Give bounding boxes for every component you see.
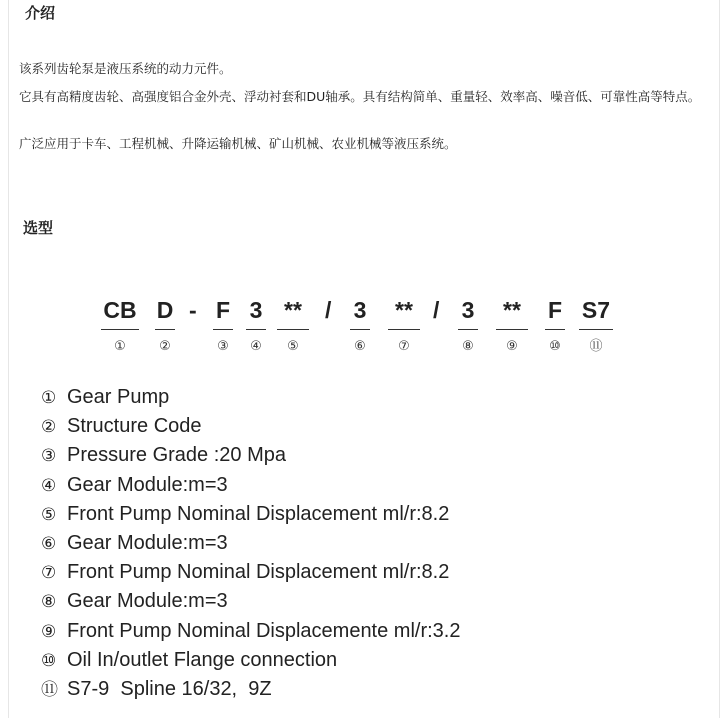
legend-item bbox=[41, 471, 460, 500]
legend-number: ⑪ bbox=[41, 679, 58, 700]
code-segment-module-1 bbox=[244, 295, 268, 355]
code-segment-module-3 bbox=[456, 295, 480, 355]
code-separator-dash: - bbox=[189, 297, 197, 323]
legend-text: Gear Module:m=3 bbox=[67, 590, 228, 613]
code-underline bbox=[277, 329, 309, 330]
legend-text: Gear Pump bbox=[67, 386, 170, 408]
code-token: S7 bbox=[581, 297, 611, 323]
code-token: 3 bbox=[353, 297, 367, 323]
code-underline bbox=[388, 329, 420, 330]
code-number: ⑧ bbox=[462, 339, 474, 354]
legend-text: Front Pump Nominal Displacemente ml/r:3.2 bbox=[67, 619, 461, 642]
intro-paragraph-2: 它具有高精度齿轮、高强度铝合金外壳、浮动衬套和DU轴承。具有结构简单、重量轻、效率高、噪音低、可靠性高等特点。 bbox=[19, 89, 701, 104]
intro-paragraph-1: 该系列齿轮泵是液压系统的动力元件。 bbox=[19, 61, 232, 76]
code-segment-series bbox=[100, 295, 140, 355]
legend-number: ⑩ bbox=[41, 650, 57, 671]
legend-text: Gear Module:m=3 bbox=[67, 473, 228, 496]
code-segment-flange bbox=[543, 295, 567, 355]
code-underline bbox=[350, 329, 370, 330]
code-segment-module-2 bbox=[348, 295, 372, 355]
intro-paragraph-3: 广泛应用于卡车、工程机械、升降运输机械、矿山机械、农业机械等液压系统。 bbox=[19, 136, 457, 151]
selection-heading: 选型 bbox=[23, 219, 54, 237]
code-number: ⑨ bbox=[506, 339, 518, 354]
legend-number: ⑤ bbox=[41, 504, 57, 525]
code-legend-list bbox=[41, 383, 460, 704]
legend-number: ⑨ bbox=[41, 621, 57, 642]
code-number: ⑥ bbox=[354, 339, 366, 354]
legend-number: ⑥ bbox=[41, 533, 57, 554]
code-segment-pressure bbox=[211, 295, 235, 355]
legend-number: ② bbox=[41, 417, 57, 438]
code-segment-displacement-1 bbox=[275, 295, 311, 355]
legend-text: Pressure Grade :20 Mpa bbox=[67, 444, 286, 467]
code-token: F bbox=[547, 297, 563, 323]
code-segment-structure bbox=[153, 295, 177, 355]
code-token: CB bbox=[103, 297, 137, 323]
code-token: ** bbox=[503, 297, 521, 323]
model-code-diagram bbox=[0, 295, 726, 365]
legend-number: ⑦ bbox=[41, 563, 57, 584]
code-number: ③ bbox=[217, 339, 229, 354]
legend-item bbox=[41, 383, 460, 412]
code-separator-slash-2: / bbox=[433, 297, 440, 323]
intro-heading: 介绍 bbox=[25, 4, 56, 22]
code-number: ⑪ bbox=[589, 339, 603, 354]
legend-number: ③ bbox=[41, 446, 57, 467]
code-number: ⑩ bbox=[549, 339, 561, 354]
legend-number: ⑧ bbox=[41, 592, 57, 613]
legend-text: Front Pump Nominal Displacement ml/r:8.2 bbox=[67, 502, 450, 525]
code-number: ② bbox=[159, 339, 171, 354]
legend-item bbox=[41, 558, 460, 587]
legend-item bbox=[41, 412, 460, 441]
code-underline bbox=[496, 329, 528, 330]
legend-text: S7-9 Spline 16/32, 9Z bbox=[67, 677, 272, 700]
legend-item bbox=[41, 675, 460, 704]
code-number: ④ bbox=[250, 339, 262, 354]
code-token: 3 bbox=[461, 297, 475, 323]
code-underline bbox=[213, 329, 233, 330]
code-underline bbox=[101, 329, 139, 330]
code-number: ⑤ bbox=[287, 339, 299, 354]
code-underline bbox=[579, 329, 613, 330]
code-underline bbox=[246, 329, 266, 330]
code-segment-shaft bbox=[577, 295, 615, 355]
legend-item bbox=[41, 587, 460, 616]
code-underline bbox=[545, 329, 565, 330]
legend-text: Front Pump Nominal Displacement ml/r:8.2 bbox=[67, 561, 450, 584]
code-token: F bbox=[215, 297, 231, 323]
legend-number: ① bbox=[41, 388, 57, 408]
code-number: ⑦ bbox=[398, 339, 410, 354]
legend-text: Structure Code bbox=[67, 415, 202, 438]
code-segment-displacement-3 bbox=[494, 295, 530, 355]
code-token: D bbox=[156, 297, 174, 323]
legend-text: Gear Module:m=3 bbox=[67, 531, 228, 554]
code-token: 3 bbox=[249, 297, 263, 323]
code-token: ** bbox=[284, 297, 302, 323]
code-separator-slash-1: / bbox=[325, 297, 332, 323]
legend-item bbox=[41, 441, 460, 470]
legend-item bbox=[41, 617, 460, 646]
legend-text: Oil In/outlet Flange connection bbox=[67, 648, 338, 671]
code-underline bbox=[458, 329, 478, 330]
code-number: ① bbox=[114, 339, 126, 354]
code-token: ** bbox=[395, 297, 413, 323]
legend-number: ④ bbox=[41, 475, 57, 496]
legend-item bbox=[41, 500, 460, 529]
code-segment-displacement-2 bbox=[386, 295, 422, 355]
code-underline bbox=[155, 329, 175, 330]
legend-item bbox=[41, 529, 460, 558]
legend-item bbox=[41, 646, 460, 675]
